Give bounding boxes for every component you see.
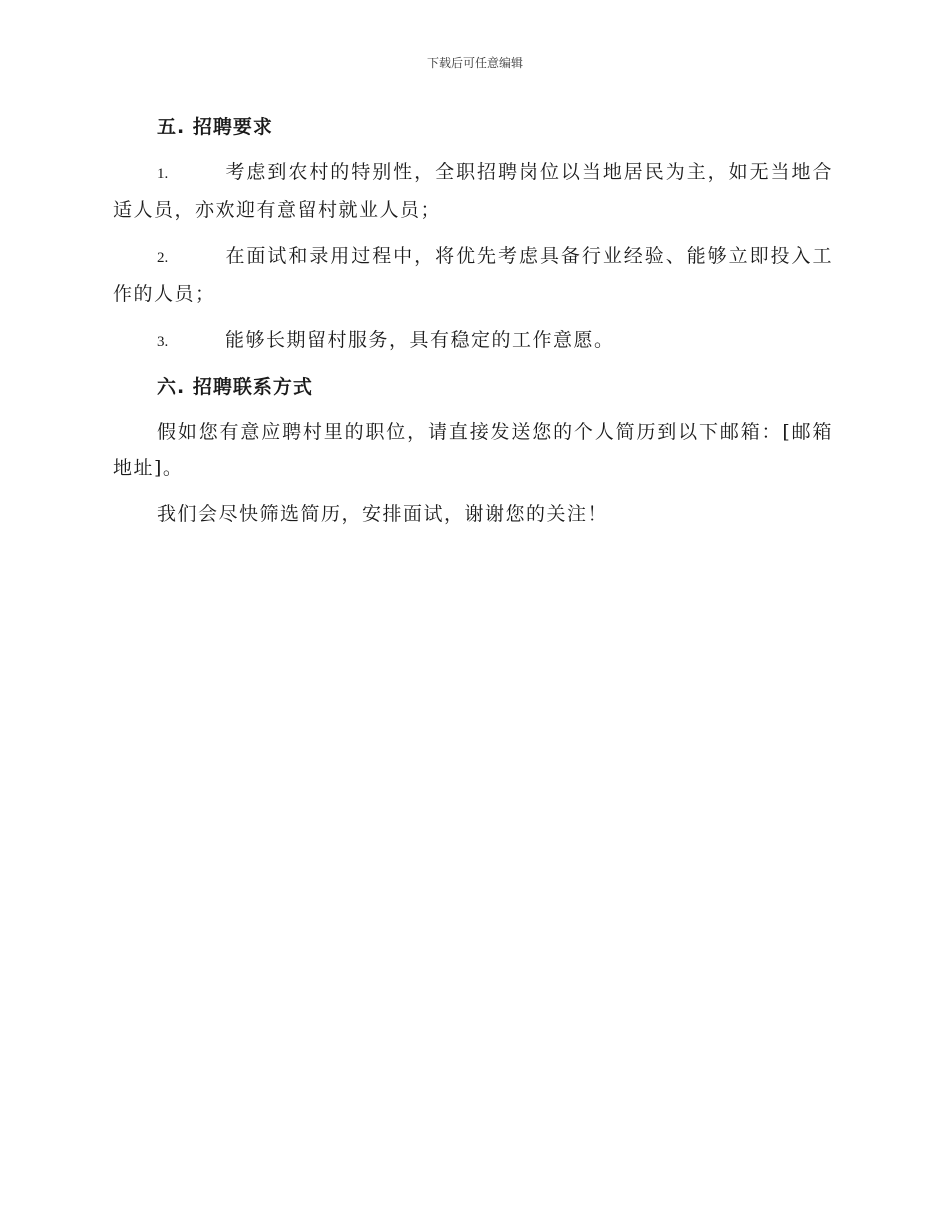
list-item [113, 238, 833, 312]
list-item [113, 322, 833, 360]
list-item-text: 能够长期留村服务，具有稳定的工作意愿。 [225, 329, 615, 351]
page-header-note: 下载后可任意编辑 [426, 56, 523, 70]
list-item-number: 3. [157, 334, 169, 350]
list-item [113, 154, 833, 228]
list-item-number: 1. [157, 166, 169, 182]
contact-paragraph: 假如您有意应聘村里的职位，请直接发送您的个人简历到以下邮箱：[邮箱地址]。 [113, 421, 833, 479]
section-heading-contact-info: 六. 招聘联系方式 [157, 376, 313, 398]
document-body [113, 110, 833, 532]
list-item-text: 考虑到农村的特别性，全职招聘岗位以当地居民为主，如无当地合适人员，亦欢迎有意留村就业人员； [113, 161, 833, 221]
closing-paragraph: 我们会尽快筛选简历，安排面试，谢谢您的关注！ [157, 503, 609, 525]
list-item-number: 2. [157, 250, 169, 266]
list-item-text: 在面试和录用过程中，将优先考虑具备行业经验、能够立即投入工作的人员； [113, 245, 833, 305]
section-heading-recruitment-requirements: 五. 招聘要求 [157, 116, 273, 138]
